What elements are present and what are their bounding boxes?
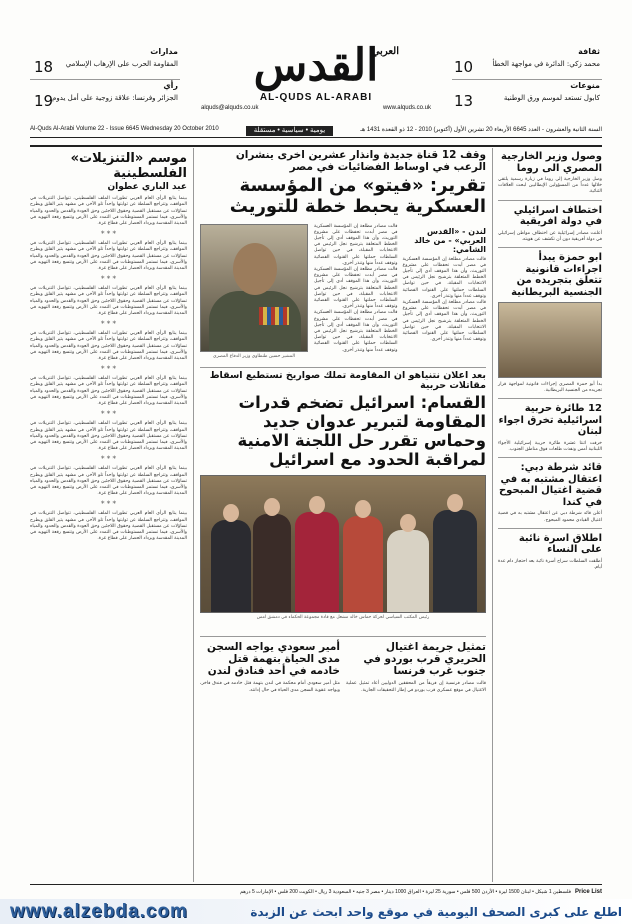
main-photo-caption: رئيس المكتب السياسي لحركة حماس خالد مشعل مع قادة مجموعة الحكماء في دمشق امس — [256, 615, 430, 621]
lead-body-text: قالت مصادر مطلعة إن المؤسسة العسكرية في مصر أبدت تحفظات على مشروع التوريث، وأن هذا الموقف أدى إلى تأجيل الخطط المتعلقة بترشيح نجل الرئيس في الانتخابات المقبلة، في حين تواصل السلطات حملتها على القنوات الفضائية وتوقف عدداً منها وتنذر أخرى. — [314, 266, 398, 310]
separator-stars: * * * — [101, 455, 116, 464]
divider — [498, 457, 602, 458]
brief-headline[interactable]: اختطاف اسرائيلي في دولة افريقية — [513, 204, 602, 228]
bottom-stories — [200, 636, 486, 756]
lead-photo-block — [200, 224, 308, 359]
divider — [498, 200, 602, 201]
opinion-body: بينما يتابع الرأي العام العربي تطورات الملف الفلسطيني، تتواصل التنزيلات في المواقف، وتتراجع السلطة عن ثوابتها واحداً تلو الآخر، في مشهد يثير القلق ويطرح تساؤلات عن مستقبل القضية وحقوق اللاجئين وحق العودة والقدس والحدود والمياه والأسرى، فيما تستمر المستوطنات في التمدد على الأرض وتتسع رقعة التهويد في المدينة المقدسة ويزداد الحصار على قطاع غزة. — [30, 466, 187, 497]
opinion-author: عبد الباري عطوان — [107, 181, 187, 192]
opinion-body: بينما يتابع الرأي العام العربي تطورات الملف الفلسطيني، تتواصل التنزيلات في المواقف، وتتراجع السلطة عن ثوابتها واحداً تلو الآخر، في مشهد يثير القلق ويطرح تساؤلات عن مستقبل القضية وحقوق اللاجئين وحق العودة والقدس والحدود والمياه والأسرى، فيما تستمر المستوطنات في التمدد على الأرض وتتسع رقعة التهويد في المدينة المقدسة ويزداد الحصار على قطاع غزة. — [30, 196, 187, 227]
email-link[interactable]: alquds@alquds.co.uk — [201, 105, 259, 111]
separator-stars: * * * — [101, 230, 116, 239]
lead-body-text: قالت مصادر مطلعة إن المؤسسة العسكرية في مصر أبدت تحفظات على مشروع التوريث، وأن هذا الموقف أدى إلى تأجيل الخطط المتعلقة بترشيح نجل الرئيس في الانتخابات المقبلة، في حين تواصل السلطات حملتها على القنوات الفضائية وتوقف عدداً منها وتنذر أخرى. — [402, 256, 486, 299]
news-briefs-column — [492, 148, 602, 882]
photo-medals — [259, 307, 289, 325]
lead-kicker: وقف 12 قناة جديدة وانذار عشرين اخرى ينشران الرعب في اوساط الفضائيات في مصر — [235, 149, 486, 174]
brief-body: بدأ أبو حمزة المصري إجراءات قانونية لمواجهة قرار تجريده من الجنسية البريطانية. — [498, 382, 602, 394]
teaser-page-number: 19 — [34, 92, 54, 110]
date-bar — [30, 126, 602, 136]
lead-byline: لندن - «القدس العربي» - من خالد الشامي: — [414, 226, 486, 254]
lead-story-body — [200, 224, 486, 359]
separator-stars: * * * — [101, 500, 116, 509]
story — [200, 641, 340, 756]
sections-strip: يومية • سياسية • مستقلة — [246, 126, 333, 136]
lead-photo-caption: المشير حسين طنطاوي وزير الدفاع المصري — [213, 353, 295, 359]
lead-headline[interactable]: تقرير: «فيتو» من المؤسسة العسكرية يحبط خطة للتوريث — [229, 175, 486, 217]
photo-person — [253, 514, 291, 612]
lead-text-columns — [314, 224, 486, 359]
divider — [498, 247, 602, 248]
story — [346, 641, 486, 756]
teaser-text: الجزائر وفرنسا: علاقة زوجية على أمل يدوم — [52, 94, 178, 102]
brief-headline[interactable]: 12 طائرة حربية اسرائيلية تخرق اجواء لبنان — [498, 403, 602, 438]
brief-photo[interactable] — [498, 302, 602, 378]
story-headline[interactable]: تمثيل جريمة اغتيال الحريري قرب بوردو في جنوب غرب فرنسا — [363, 641, 486, 678]
teaser-page-number: 18 — [34, 58, 54, 76]
divider — [498, 398, 602, 399]
left-teasers — [30, 46, 180, 118]
story-body: قالت مصادر فرنسية إن فريقاً من المحققين الدوليين أعاد تمثيل عملية الاغتيال في موقع عسكري قرب بوردو في إطار التحقيقات الجارية. — [346, 681, 486, 693]
story-headline[interactable]: أمير سعودي يواجه السجن مدى الحياة بتهمة قتل خادمه في أحد فنادق لندن — [206, 641, 340, 678]
teaser-text: محمد زكي: الدائرة في مواجهة الخطأ — [492, 60, 600, 68]
right-teasers — [452, 46, 602, 118]
watermark-url[interactable]: www.alzebda.com — [10, 900, 188, 922]
teaser-kicker: ثقافة — [578, 47, 600, 56]
brief-body: أعلنت مصادر إسرائيلية عن اختطاف مواطن إسرائيلي في دولة أفريقية دون أن تكشف عن هويته. — [498, 230, 602, 242]
photo-person — [211, 520, 251, 612]
teaser-text: المقاومة الحرب على الإرهاب الإسلامي — [65, 60, 178, 68]
divider — [30, 137, 602, 138]
separator-stars: * * * — [101, 275, 116, 284]
divider — [30, 145, 602, 147]
lead-body-text: قالت مصادر مطلعة إن المؤسسة العسكرية في مصر أبدت تحفظات على مشروع التوريث، وأن هذا الموقف أدى إلى تأجيل الخطط المتعلقة بترشيح نجل الرئيس في الانتخابات المقبلة، في حين تواصل السلطات حملتها على القنوات الفضائية وتوقف عدداً منها وتنذر أخرى. — [314, 310, 398, 353]
brief-body: خرقت اثنتا عشرة طائرة حربية إسرائيلية الأجواء اللبنانية أمس ونفذت طلعات فوق مناطق الجنوب. — [498, 440, 602, 453]
date-arabic: السنة الثانية والعشرون - العدد 6645 الأربعاء 20 تشرين الأول (أكتوبر) 2010 - 12 ذو القعدة 1431 هـ — [360, 127, 602, 133]
teaser-page-number: 13 — [454, 92, 474, 110]
opinion-body: بينما يتابع الرأي العام العربي تطورات الملف الفلسطيني، تتواصل التنزيلات في المواقف، وتتراجع السلطة عن ثوابتها واحداً تلو الآخر، في مشهد يثير القلق ويطرح تساؤلات عن مستقبل القضية وحقوق اللاجئين وحق العودة والقدس والحدود والمياه والأسرى، فيما تستمر المستوطنات في التمدد على الأرض وتتسع رقعة التهويد في المدينة المقدسة ويزداد الحصار على قطاع غزة. — [30, 286, 187, 317]
teaser-item[interactable] — [452, 46, 602, 80]
lead-text-column — [314, 224, 398, 359]
lead-text-column — [403, 224, 487, 359]
logo-arabic: القدس — [253, 40, 379, 91]
teaser-kicker: منوعات — [570, 81, 600, 90]
story-body: مثل أمير سعودي أمام محكمة في لندن بتهمة قتل خادمه في فندق فاخر، ويواجه عقوبة السجن مدى الحياة في حال إدانته. — [200, 681, 340, 693]
main-photo[interactable] — [200, 475, 486, 613]
separator-stars: * * * — [101, 320, 116, 329]
price-list-label: Price List — [574, 888, 602, 895]
opinion-body: بينما يتابع الرأي العام العربي تطورات الملف الفلسطيني، تتواصل التنزيلات في المواقف، وتتراجع السلطة عن ثوابتها واحداً تلو الآخر، في مشهد يثير القلق ويطرح تساؤلات عن مستقبل القضية وحقوق اللاجئين وحق العودة والقدس والحدود والمياه والأسرى، فيما تستمر المستوطنات في التمدد على الأرض وتتسع رقعة التهويد في المدينة المقدسة ويزداد الحصار على قطاع غزة. — [30, 511, 187, 542]
date-latin: Al-Quds Al-Arabi Volume 22 - Issue 6645 Wednesday 20 October 2010 — [30, 126, 219, 132]
logo-contacts — [195, 105, 437, 111]
photo-face — [233, 243, 277, 295]
lead-body-text: قالت مصادر مطلعة إن المؤسسة العسكرية في مصر أبدت تحفظات على مشروع التوريث، وأن هذا الموقف أدى إلى تأجيل الخطط المتعلقة بترشيح نجل الرئيس في الانتخابات المقبلة، في حين تواصل السلطات حملتها على القنوات الفضائية وتوقف عدداً منها وتنذر أخرى. — [402, 299, 486, 343]
second-headline[interactable]: القسام: اسرائيل تضخم قدرات المقاومة لتبرير عدوان جديد وحماس تقرر حل اللجنة الامنية لمراقبة الحدود مع اسرائيل — [237, 393, 486, 470]
opinion-body: بينما يتابع الرأي العام العربي تطورات الملف الفلسطيني، تتواصل التنزيلات في المواقف، وتتراجع السلطة عن ثوابتها واحداً تلو الآخر، في مشهد يثير القلق ويطرح تساؤلات عن مستقبل القضية وحقوق اللاجئين وحق العودة والقدس والحدود والمياه والأسرى، فيما تستمر المستوطنات في التمدد على الأرض وتتسع رقعة التهويد في المدينة المقدسة ويزداد الحصار على قطاع غزة. — [30, 421, 187, 452]
watermark-banner[interactable] — [0, 899, 632, 924]
price-bar — [30, 884, 602, 898]
opinion-body: بينما يتابع الرأي العام العربي تطورات الملف الفلسطيني، تتواصل التنزيلات في المواقف، وتتراجع السلطة عن ثوابتها واحداً تلو الآخر، في مشهد يثير القلق ويطرح تساؤلات عن مستقبل القضية وحقوق اللاجئين وحق العودة والقدس والحدود والمياه والأسرى، فيما تستمر المستوطنات في التمدد على الأرض وتتسع رقعة التهويد في المدينة المقدسة ويزداد الحصار على قطاع غزة. — [30, 376, 187, 407]
photo-person — [387, 530, 429, 612]
photo-person — [295, 512, 339, 612]
brief-headline[interactable]: اطلاق اسرة نائبة على النساء — [518, 532, 602, 556]
logo-subtitle: العربي — [371, 46, 399, 57]
separator-stars: * * * — [101, 410, 116, 419]
teaser-item[interactable] — [452, 80, 602, 114]
photo-person — [343, 516, 383, 612]
watermark-text: اطلع على كبرى الصحف اليومية في موقع واحد ابحث عن الزبدة — [250, 904, 622, 919]
logo-latin: AL-QUDS AL-ARABI — [259, 92, 373, 103]
teaser-kicker: رأي — [163, 81, 178, 90]
brief-body: أطلقت السلطات سراح أسرة نائبة بعد احتجاز دام عدة أيام. — [498, 558, 602, 570]
opinion-title[interactable]: موسم «التنزيلات» الفلسطينية — [70, 151, 187, 181]
brief-body: وصل وزير الخارجية إلى روما في زيارة رسمية يلتقي خلالها عدداً من المسؤولين الإيطاليين لبحث العلاقات الثنائية. — [498, 177, 602, 195]
brief-headline[interactable]: قائد شرطة دبي: اعتقال مشتبه به في قضية اغتيال المبحوح في كندا — [498, 462, 602, 508]
opinion-body: بينما يتابع الرأي العام العربي تطورات الملف الفلسطيني، تتواصل التنزيلات في المواقف، وتتراجع السلطة عن ثوابتها واحداً تلو الآخر، في مشهد يثير القلق ويطرح تساؤلات عن مستقبل القضية وحقوق اللاجئين وحق العودة والقدس والحدود والمياه والأسرى، فيما تستمر المستوطنات في التمدد على الأرض وتتسع رقعة التهويد في المدينة المقدسة ويزداد الحصار على قطاع غزة. — [30, 241, 187, 272]
photo-person — [433, 510, 477, 612]
brief-headline[interactable]: ابو حمزة يبدأ اجراءات قانونية تتعلق بتجريده من الجنسية البريطانية — [511, 252, 602, 298]
divider — [498, 528, 602, 529]
brief-headline[interactable]: وصول وزير الخارجية المصري الى روما — [501, 151, 602, 174]
masthead — [30, 38, 602, 124]
brief-body: أعلن قائد شرطة دبي عن اعتقال مشتبه به في قضية اغتيال القيادي محمود المبحوح. — [498, 511, 602, 523]
opinion-body: بينما يتابع الرأي العام العربي تطورات الملف الفلسطيني، تتواصل التنزيلات في المواقف، وتتراجع السلطة عن ثوابتها واحداً تلو الآخر، في مشهد يثير القلق ويطرح تساؤلات عن مستقبل القضية وحقوق اللاجئين وحق العودة والقدس والحدود والمياه والأسرى، فيما تستمر المستوطنات في التمدد على الأرض وتتسع رقعة التهويد في المدينة المقدسة ويزداد الحصار على قطاع غزة. — [30, 331, 187, 362]
teaser-text: كابول تستعد لموسم ورق الوطنية — [503, 94, 600, 102]
separator-stars: * * * — [101, 365, 116, 374]
teaser-kicker: مدارات — [150, 47, 178, 56]
website-link[interactable]: www.alquds.co.uk — [382, 105, 431, 111]
opinion-column — [30, 148, 194, 882]
price-list-text: فلسطين 1 شيكل • لبنان 1500 ليرة • الأردن 500 فلس • سورية 25 ليرة • العراق 1000 دينار • مصر 3 جنيه • السعودية 3 ريال • الكويت 200 فلس • الإمارات 5 درهم — [239, 888, 571, 895]
second-kicker: بعد اعلان نتنياهو ان المقاومة تملك صواريخ تستطيع اسقاط مقاتلات حربية — [200, 367, 486, 393]
teaser-item[interactable] — [30, 46, 180, 80]
logo — [195, 38, 437, 124]
teaser-page-number: 10 — [454, 58, 474, 76]
teaser-item[interactable] — [30, 80, 180, 114]
lead-body-text: قالت مصادر مطلعة إن المؤسسة العسكرية في مصر أبدت تحفظات على مشروع التوريث، وأن هذا الموقف أدى إلى تأجيل الخطط المتعلقة بترشيح نجل الرئيس في الانتخابات المقبلة، في حين تواصل السلطات حملتها على القنوات الفضائية وتوقف عدداً منها وتنذر أخرى. — [314, 223, 398, 266]
main-column — [200, 148, 486, 882]
lead-photo[interactable] — [200, 224, 308, 352]
